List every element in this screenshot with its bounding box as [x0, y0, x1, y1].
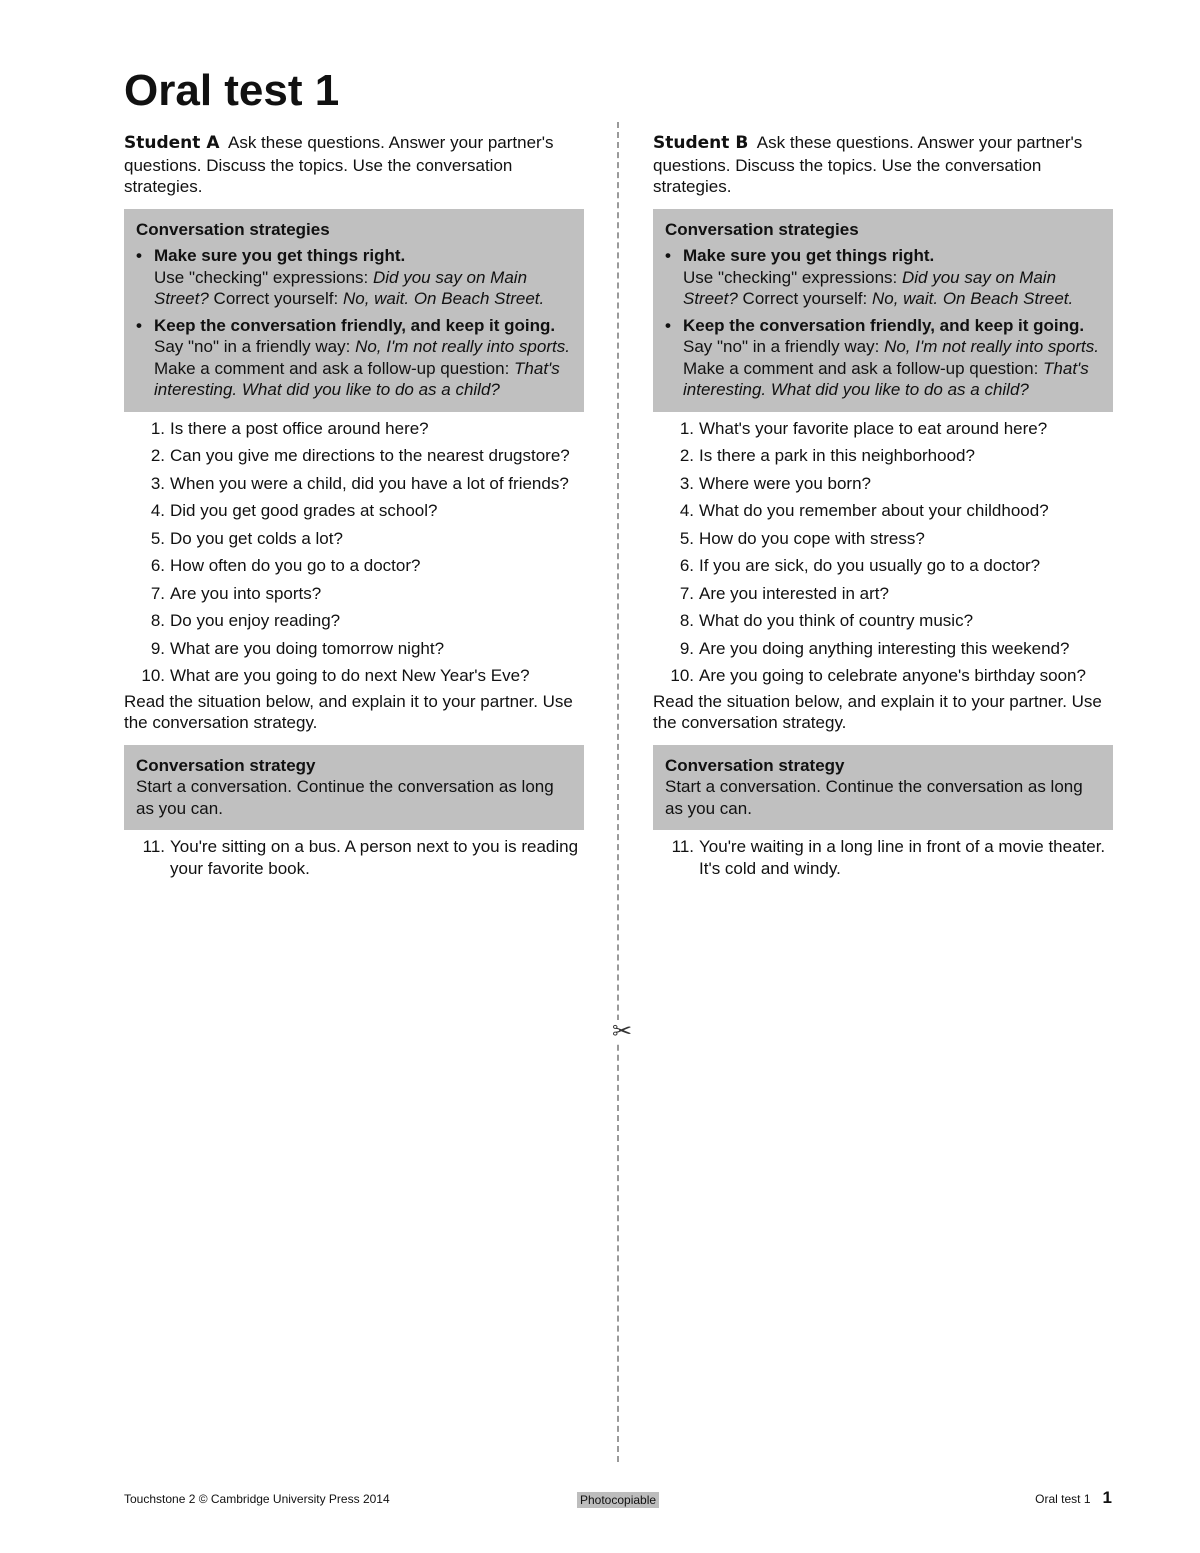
situation-instructions: Read the situation below, and explain it to your partner. Use the conversation strategy. — [124, 691, 573, 732]
list-item — [653, 555, 1113, 577]
question-number: 11. — [671, 837, 694, 856]
question-text: If you are sick, do you usually go to a doctor? — [699, 556, 1041, 575]
strategy-example: Did you say on Main Street? — [683, 267, 1057, 308]
question-number: 4. — [150, 501, 165, 520]
question-number: 9. — [150, 638, 165, 658]
student-a-column — [124, 132, 584, 885]
page-number: 1 — [1102, 1488, 1112, 1507]
strategy-example: No, wait. On Beach Street. — [871, 289, 1074, 308]
strategy-example: That's interesting. What did you like to do as a child? — [154, 358, 560, 399]
strategy-text: Start a conversation. Continue the conversation as long as you can. — [665, 777, 1083, 818]
list-item — [653, 500, 1113, 522]
question-text: When you were a child, did you have a lot of friends? — [170, 473, 569, 493]
question-text: Can you give me directions to the nearest drugstore? — [170, 446, 570, 465]
question-number: 9. — [679, 638, 694, 658]
student-b-intro — [653, 132, 1113, 198]
strategies-title: Conversation strategies — [665, 219, 859, 239]
question-text: Are you going to celebrate anyone's birthday soon? — [699, 666, 1086, 685]
strategy-item — [136, 245, 572, 310]
photocopiable-badge: Photocopiable — [577, 1492, 659, 1508]
question-text: You're waiting in a long line in front of a movie theater. It's cold and windy. — [699, 837, 1106, 878]
strategy-item — [665, 315, 1101, 401]
question-number: 8. — [150, 611, 165, 630]
question-text: Did you get good grades at school? — [170, 501, 438, 520]
question-number: 6. — [150, 556, 165, 575]
list-item — [653, 638, 1113, 660]
question-number: 2. — [679, 446, 694, 465]
question-number: 6. — [679, 556, 694, 575]
page-title: Oral test 1 — [124, 66, 340, 115]
situation-instructions: Read the situation below, and explain it to your partner. Use the conversation strategy. — [653, 691, 1102, 732]
question-text: What do you remember about your childhood? — [699, 501, 1049, 520]
student-a-intro — [124, 132, 584, 198]
strategy-detail — [683, 336, 1101, 401]
strategy-heading: Make sure you get things right. — [683, 246, 935, 265]
question-number: 11. — [142, 837, 165, 856]
question-number: 8. — [679, 611, 694, 630]
strategy-text: Correct yourself: — [737, 289, 872, 308]
student-a-instructions: Ask these questions. Answer your partner's questions. Discuss the topics. Use the conversation strategies. — [124, 133, 554, 196]
strategy-title: Conversation strategy — [665, 755, 845, 775]
question-text: What are you doing tomorrow night? — [170, 638, 445, 658]
bullet-icon: • — [665, 315, 671, 335]
strategy-title: Conversation strategy — [136, 755, 316, 775]
strategy-example: No, wait. On Beach Street. — [342, 289, 545, 308]
list-item — [653, 583, 1113, 605]
strategy-example: That's interesting. What did you like to do as a child? — [683, 358, 1089, 399]
question-number: 3. — [150, 473, 165, 493]
question-text: Are you doing anything interesting this weekend? — [699, 638, 1070, 658]
strategy-text: Correct yourself: — [208, 289, 343, 308]
strategy-text: Start a conversation. Continue the conversation as long as you can. — [136, 777, 554, 818]
question-text: Do you get colds a lot? — [170, 528, 343, 548]
student-b-column — [653, 132, 1113, 885]
list-item — [124, 610, 584, 632]
list-item — [653, 836, 1113, 879]
question-text: Do you enjoy reading? — [170, 611, 341, 630]
question-text: How do you cope with stress? — [699, 528, 925, 548]
strategy-heading: Keep the conversation friendly, and keep it going. — [154, 315, 556, 335]
question-number: 3. — [679, 473, 694, 493]
footer-copyright: Touchstone 2 © Cambridge University Press 2014 — [124, 1492, 390, 1506]
conversation-strategy-box — [124, 745, 584, 831]
list-item — [124, 418, 584, 440]
strategy-text: Use "checking" expressions: — [683, 267, 902, 287]
list-item — [653, 445, 1113, 467]
list-item — [653, 418, 1113, 440]
strategy-text: Make a comment and ask a follow-up question: — [154, 358, 515, 378]
strategy-heading: Keep the conversation friendly, and keep it going. — [683, 315, 1085, 335]
question-number: 5. — [150, 528, 165, 548]
bullet-icon: • — [136, 315, 142, 335]
strategy-item — [665, 245, 1101, 310]
strategy-item — [136, 315, 572, 401]
list-item — [124, 555, 584, 577]
list-item — [124, 665, 584, 687]
footer-page-info — [1035, 1488, 1112, 1508]
scissors-icon: ✂ — [612, 1018, 633, 1045]
strategy-example: Did you say on Main Street? — [154, 267, 528, 308]
question-number: 5. — [679, 528, 694, 548]
question-text: How often do you go to a doctor? — [170, 556, 421, 575]
strategy-detail — [154, 336, 572, 401]
student-b-label: Student B — [653, 133, 749, 153]
bullet-icon: • — [136, 246, 142, 265]
question-number: 2. — [150, 446, 165, 465]
conversation-strategy-box — [653, 745, 1113, 831]
list-item — [124, 528, 584, 550]
question-text: Is there a park in this neighborhood? — [699, 446, 975, 465]
question-text: Are you into sports? — [170, 583, 322, 603]
question-text: What are you going to do next New Year's Eve? — [170, 666, 530, 685]
list-item — [124, 500, 584, 522]
question-number: 10. — [670, 666, 694, 685]
situation-list — [653, 836, 1113, 879]
question-text: Are you interested in art? — [699, 583, 889, 603]
strategies-title: Conversation strategies — [136, 219, 330, 239]
strategy-text: Say "no" in a friendly way: — [154, 337, 356, 356]
list-item — [124, 836, 584, 879]
conversation-strategies-box — [653, 209, 1113, 412]
question-number: 1. — [679, 418, 694, 438]
bullet-icon: • — [665, 246, 671, 265]
strategy-detail — [683, 267, 1101, 310]
list-item — [653, 473, 1113, 495]
footer-label: Oral test 1 — [1035, 1492, 1091, 1506]
question-text: What do you think of country music? — [699, 611, 974, 630]
list-item — [653, 665, 1113, 687]
question-text: You're sitting on a bus. A person next to you is reading your favorite book. — [170, 837, 579, 878]
conversation-strategies-box — [124, 209, 584, 412]
student-b-instructions: Ask these questions. Answer your partner's questions. Discuss the topics. Use the conversation strategies. — [653, 133, 1083, 196]
question-number: 4. — [679, 501, 694, 520]
strategy-heading: Make sure you get things right. — [154, 246, 406, 265]
list-item — [653, 528, 1113, 550]
question-number: 10. — [141, 666, 165, 685]
question-text: What's your favorite place to eat around here? — [699, 418, 1048, 438]
strategy-text: Say "no" in a friendly way: — [683, 337, 885, 356]
situation-list — [124, 836, 584, 879]
question-number: 1. — [150, 418, 165, 438]
question-text: Where were you born? — [699, 473, 871, 493]
strategy-text: Make a comment and ask a follow-up question: — [683, 358, 1044, 378]
student-a-label: Student A — [124, 133, 220, 153]
question-number: 7. — [679, 583, 694, 603]
question-text: Is there a post office around here? — [170, 418, 429, 438]
list-item — [124, 473, 584, 495]
strategy-text: Use "checking" expressions: — [154, 267, 373, 287]
strategy-example: No, I'm not really into sports. — [355, 337, 570, 356]
question-list — [653, 418, 1113, 687]
list-item — [124, 445, 584, 467]
list-item — [124, 638, 584, 660]
strategy-example: No, I'm not really into sports. — [884, 337, 1099, 356]
list-item — [653, 610, 1113, 632]
cut-line-divider — [617, 122, 619, 1462]
list-item — [124, 583, 584, 605]
question-number: 7. — [150, 583, 165, 603]
question-list — [124, 418, 584, 687]
strategy-detail — [154, 267, 572, 310]
